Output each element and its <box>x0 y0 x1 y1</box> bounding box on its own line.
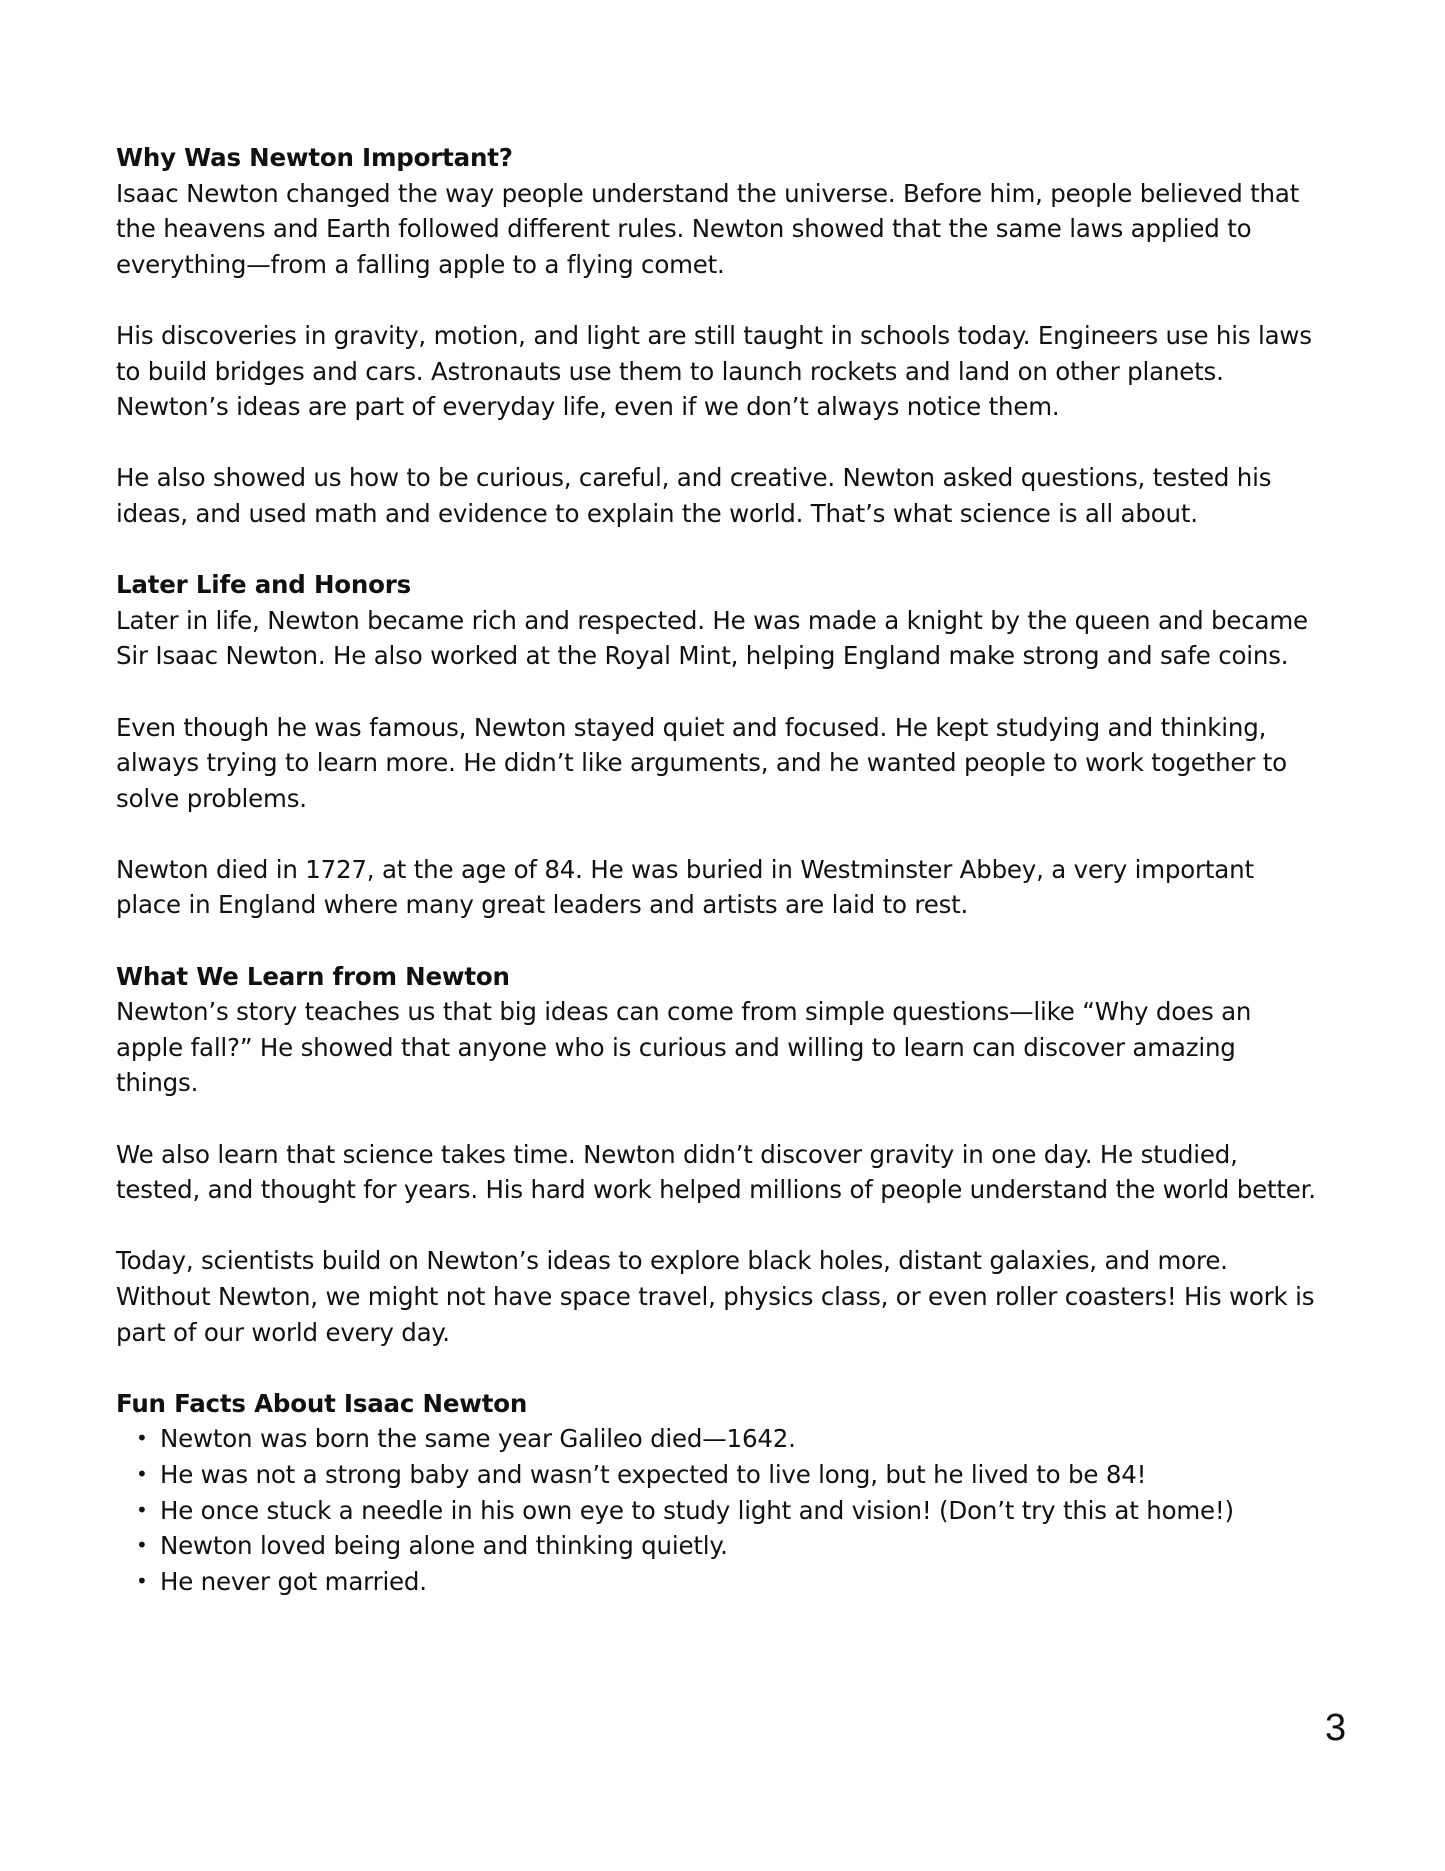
list-item <box>116 1493 1316 1529</box>
bullet-icon: • <box>136 1497 148 1522</box>
paragraph: Even though he was famous, Newton stayed quiet and focused. He kept studying and thinking, always trying to learn more. He didn’t like arguments, and he wanted people to work together to solve problems. <box>116 712 1287 813</box>
section-heading: Why Was Newton Important? <box>116 143 513 172</box>
bullet-icon: • <box>136 1461 148 1486</box>
paragraph: Later in life, Newton became rich and respected. He was made a knight by the queen and became Sir Isaac Newton. He also worked at the Royal Mint, helping England make strong and safe coins. <box>116 605 1308 671</box>
list-item <box>116 1421 1316 1457</box>
section-heading: Later Life and Honors <box>116 570 412 600</box>
bullet-icon: • <box>136 1426 148 1451</box>
page-number: 3 <box>1325 1707 1347 1749</box>
paragraph: We also learn that science takes time. Newton didn’t discover gravity in one day. He studied, tested, and thought for years. His hard work helped millions of people understand the world better. <box>116 1139 1316 1205</box>
list-item-text: He never got married. <box>160 1566 427 1596</box>
section-later-life <box>116 567 1316 923</box>
section-what-we-learn <box>116 959 1316 1351</box>
list-item <box>116 1564 1316 1600</box>
paragraph: Isaac Newton changed the way people understand the universe. Before him, people believed that the heavens and Earth followed different rules. Newton showed that the same laws applied to everything—from a falling apple to a flying comet. <box>116 178 1300 279</box>
section-why-important <box>116 140 1316 532</box>
list-item-text: He once stuck a needle in his own eye to study light and vision! (Don’t try this at home!) <box>160 1495 1234 1525</box>
paragraph: He also showed us how to be curious, careful, and creative. Newton asked questions, tested his ideas, and used math and evidence to explain the world. That’s what science is all about. <box>116 463 1272 528</box>
section-heading: What We Learn from Newton <box>116 961 510 991</box>
list-item <box>116 1457 1316 1493</box>
paragraph: Newton’s story teaches us that big ideas can come from simple questions—like “Why does an apple fall?” He showed that anyone who is curious and willing to learn can discover amazing things. <box>116 997 1252 1098</box>
bullet-icon: • <box>136 1533 148 1558</box>
list-item <box>116 1528 1316 1564</box>
fun-facts-list <box>116 1421 1316 1599</box>
section-heading: Fun Facts About Isaac Newton <box>116 1388 528 1418</box>
paragraph: Newton died in 1727, at the age of 84. He was buried in Westminster Abbey, a very important place in England where many great leaders and artists are laid to rest. <box>116 854 1254 920</box>
section-fun-facts <box>116 1386 1316 1600</box>
paragraph: His discoveries in gravity, motion, and light are still taught in schools today. Engineers use his laws to build bridges and cars. Astronauts use them to launch rockets and land on other planets. Newton’s ideas are part of everyday life, even if we don’t always notice them. <box>116 320 1312 422</box>
list-item-text: He was not a strong baby and wasn’t expected to live long, but he lived to be 84! <box>160 1459 1147 1489</box>
bullet-icon: • <box>136 1568 148 1593</box>
list-item-text: Newton was born the same year Galileo died—1642. <box>160 1424 796 1454</box>
document-page <box>116 140 1316 1599</box>
list-item-text: Newton loved being alone and thinking quietly. <box>160 1531 728 1561</box>
paragraph: Today, scientists build on Newton’s ideas to explore black holes, distant galaxies, and more. Without Newton, we might not have space travel, physics class, or even roller coasters! His work is part of our world every day. <box>116 1246 1315 1347</box>
